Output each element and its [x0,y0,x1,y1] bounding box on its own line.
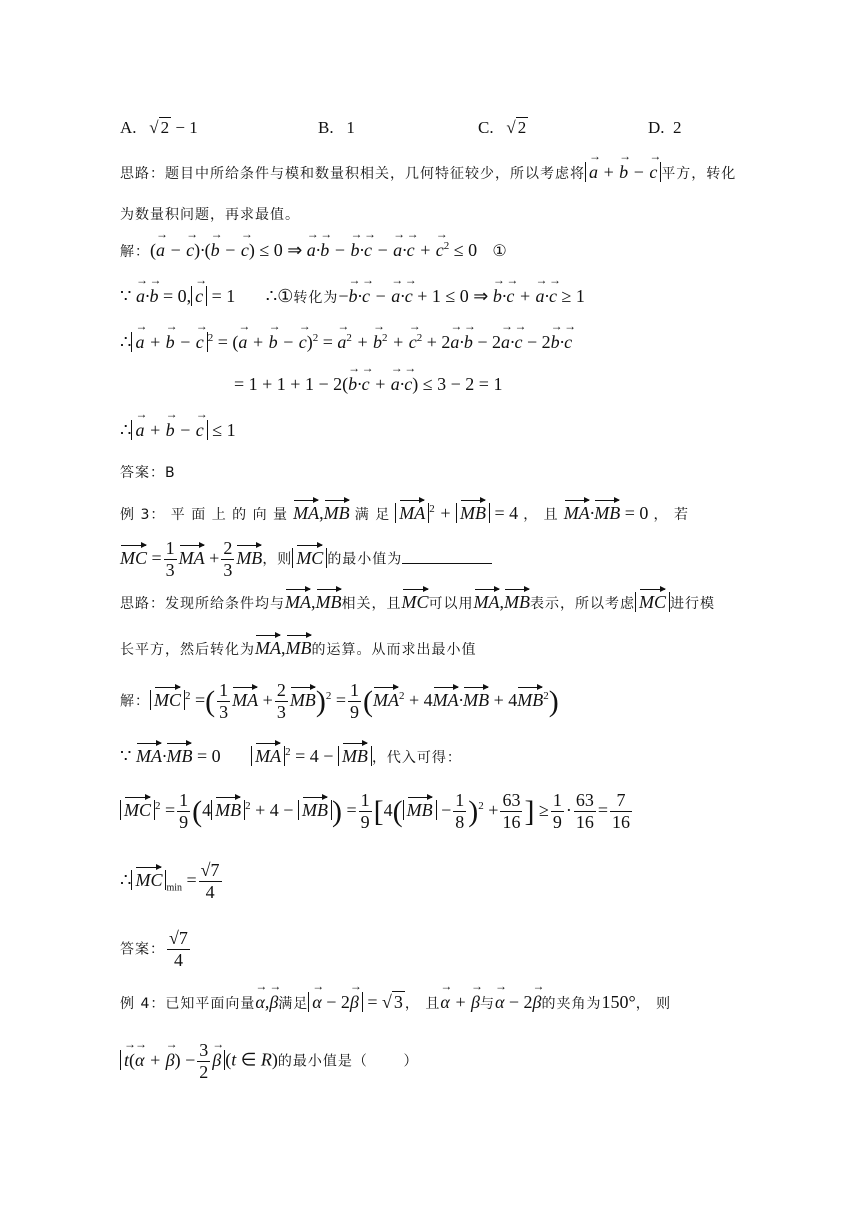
example-4-line-1: 例 4：已知平面向量→ α,→ β满足→ α − 2→ β = √ 3 ， 且→ α + → β与→ α − 2→ β的夹角为150°， 则 [120,992,671,1013]
answer-3: 答案： $\frac{√7}{4}$ [120,928,188,970]
example-3-line-1: 例 3： 平 面 上 的 向 量 MA,MB 满 足 MA $^2$ + MB = 4 ， 且 MA·MB = 0 ， 若 [120,503,689,523]
answer-1: 答案：B [120,465,176,481]
solution-3-line-4: ∴ MC $_{min}$ = $\frac{√7}{4}$ [120,860,220,902]
solution-line-2: ∵ → a·→ b = 0,→ c = 1 ∴①转化为−→ b·→ c − → a·→ c + 1 ≤ 0 ⇒ → b·→ c + → a·→ c ≥ 1 [120,286,585,307]
solution-line-1: 解：(→ a − → c)·(→ b − → c) ≤ 0 ⇒ → a·→ b − → b·→ c − → a·→ c + → $c^2 \le 0$ ① [120,240,507,261]
hint-3-line-1: 思路：发现所给条件均与MA,MB相关，且MC可以用MA,MB表示，所以考虑 MC 进行模 [120,592,715,612]
hint-3-line-2: 长平方，然后转化为MA,MB的运算。从而求出最小值 [120,638,477,658]
solution-line-3: ∴→ a + → b − → c $^2$ = (→ a + → b − → c)$^2$ = → $a^2$ + → $b^2$ + → $c^2 + 2\to a\cdot\to b - 2\to a\cdot\to c - 2\to b\cdot\to c$ [120,332,572,353]
example-4-line-2: → t(→ α + → β) − $\frac{3}{2}$ → β (t ∈ R)的最小值是（ ） [120,1040,419,1083]
option-d: D. 2 [648,118,682,137]
hint-line-1: 思路：题目中所给条件与模和数量积相关，几何特征较少，所以考虑将→ a + → b − → c 平方，转化 [120,162,736,183]
option-a: A. √ 2 − 1 [120,118,198,137]
solution-3-line-2: ∵ MA·MB = 0 MA $^2$ = 4 − MB ，代入可得： [120,746,462,766]
hint-line-2: 为数量积问题，再求最值。 [120,207,300,223]
solution-line-5: ∴→ a + → b − → c ≤ 1 [120,420,236,441]
solution-3-line-3: MC $^2$ = $\frac{1}{9}$ (4 MB $^2$ + 4 − MB ) = $\frac{1}{9}$ [4( MB − $\frac{1}{8}$ )$^2$ + $\frac{63}{16}$ ] ≥ $\frac{1}{9}$ · $\frac{63}{16}$ = $\frac{7}{16}$ [120,790,634,833]
solution-3-line-1: 解： MC $^2$ =( $\frac{1}{3}$ MA + $\frac{2}{3}$ MB)$^2$ = $\frac{1}{9}$ $(MA^2 + 4MA\cdot MB + 4MB^2)$ [120,680,559,722]
option-b: B. 1 [318,118,355,137]
solution-line-4: = 1 + 1 + 1 − 2(→ b·→ c + → a·→ c) ≤ 3 − 2 = 1 [234,374,502,395]
option-c: C. √ 2 [478,118,527,137]
example-3-line-2: MC = $\frac{1}{3}$ MA + $\frac{2}{3}$ MB，则 MC 的最小值为 [120,538,492,581]
